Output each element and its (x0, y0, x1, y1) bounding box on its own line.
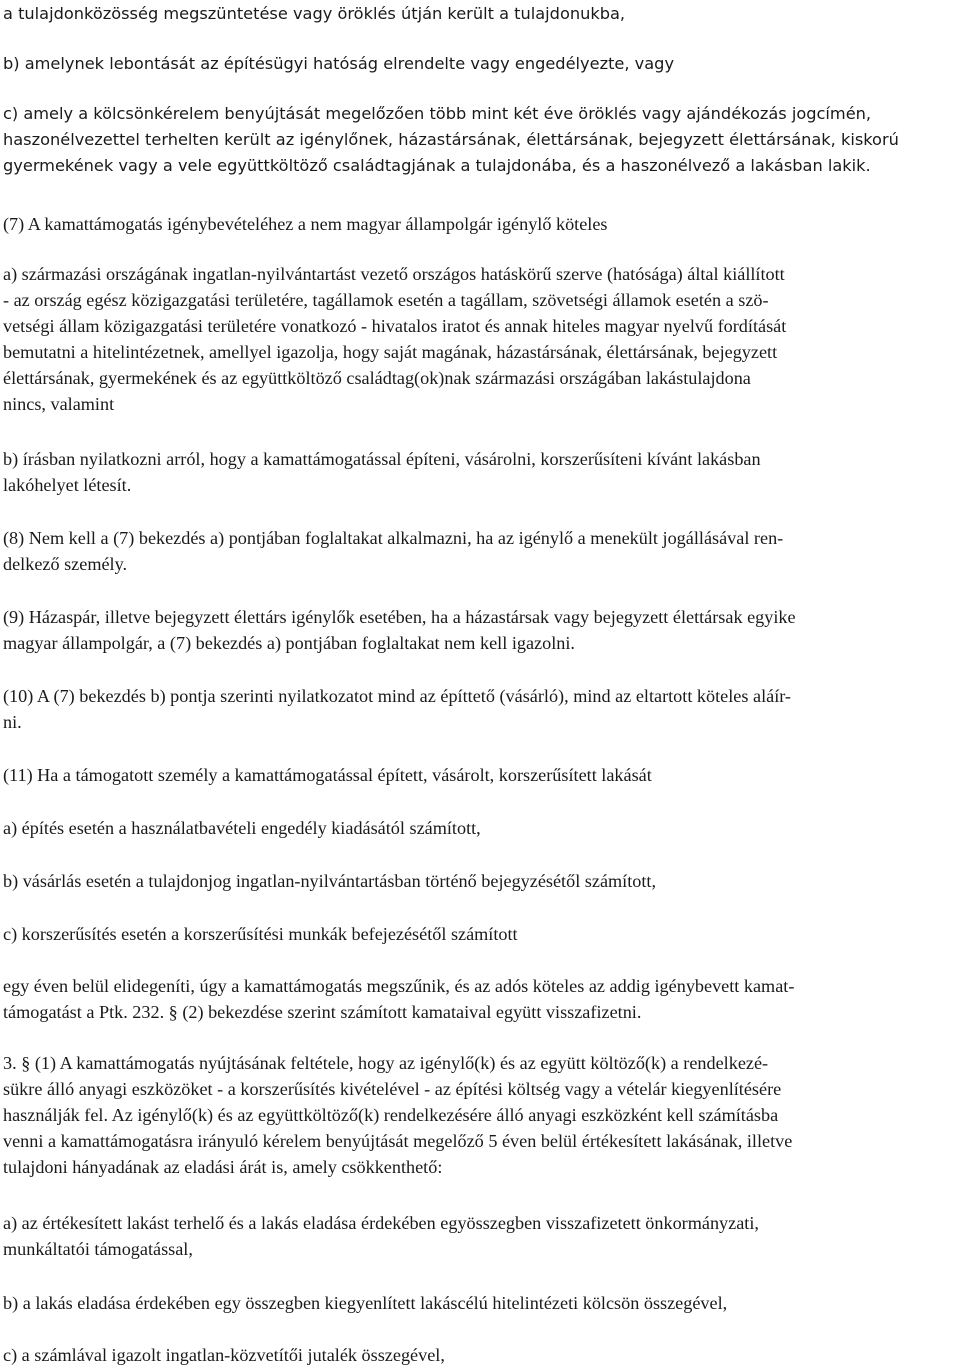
text-line: tulajdoni hányadának az eladási árát is, amely csökkenthető: (3, 1157, 443, 1177)
text-line: b) a lakás eladása érdekében egy összegben kiegyenlített lakáscélú hitelintézeti kölcsön összegével, (3, 1293, 728, 1313)
paragraph (3, 1, 957, 27)
text-line: c) amely a kölcsönkérelem benyújtását megelőzően több mint két éve öröklés vagy ajándékozás jogcímén, (3, 104, 872, 123)
paragraph (3, 101, 957, 179)
paragraph (3, 261, 957, 417)
text-line: (8) Nem kell a (7) bekezdés a) pontjában foglaltakat alkalmazni, ha az igénylő a menekült jogállásával ren- (3, 528, 784, 548)
paragraph (3, 211, 957, 237)
paragraph (3, 51, 957, 77)
text-line: munkáltatói támogatással, (3, 1239, 193, 1259)
text-line: élettársának, gyermekének és az együttköltöző családtag(ok)nak származási országában lakástulajdona (3, 368, 751, 388)
text-line: nincs, valamint (3, 394, 115, 414)
paragraph (3, 973, 957, 1025)
text-line: a) az értékesített lakást terhelő és a lakás eladása érdekében egyösszegben visszafizetett önkormányzati, (3, 1213, 759, 1233)
text-line: c) korszerűsítés esetén a korszerűsítési munkák befejezésétől számított (3, 924, 518, 944)
text-line: (7) A kamattámogatás igénybevételéhez a nem magyar állampolgár igénylő köteles (3, 214, 608, 234)
paragraph (3, 446, 957, 498)
text-line: bemutatni a hitelintézetnek, amellyel igazolja, hogy saját magának, házastársának, élettársának, bejegyzett (3, 342, 778, 362)
text-line: a tulajdonközösség megszüntetése vagy öröklés útján került a tulajdonukba, (3, 4, 626, 23)
paragraph (3, 762, 957, 788)
paragraph (3, 815, 957, 841)
text-line: delkező személy. (3, 554, 128, 574)
paragraph (3, 525, 957, 577)
paragraph (3, 1290, 957, 1316)
text-line: haszonélvezettel terhelten került az igénylőnek, házastársának, élettársának, bejegyzett élettársának, kiskorú (3, 130, 899, 149)
text-line: b) amelynek lebontását az építésügyi hatóság elrendelte vagy engedélyezte, vagy (3, 54, 675, 73)
text-line: támogatást a Ptk. 232. § (2) bekezdése szerint számított kamataival együtt visszafizetni. (3, 1002, 642, 1022)
text-line: gyermekének vagy a vele együttköltöző családtagjának a tulajdonába, és a haszonélvező a lakásban lakik. (3, 156, 871, 175)
paragraph (3, 1050, 957, 1180)
text-line: c) a számlával igazolt ingatlan-közvetítői jutalék összegével, (3, 1345, 445, 1365)
text-line: használják fel. Az igénylő(k) és az együttköltöző(k) rendelkezésére álló anyagi eszközként kell számításba (3, 1105, 779, 1125)
text-line: (9) Házaspár, illetve bejegyzett élettárs igénylők esetében, ha a házastársak vagy bejegyzett élettársak egyike (3, 607, 796, 627)
text-line: (11) Ha a támogatott személy a kamattámogatással épített, vásárolt, korszerűsített lakását (3, 765, 652, 785)
text-line: (10) A (7) bekezdés b) pontja szerinti nyilatkozatot mind az építtető (vásárló), mind az eltartott köteles aláír- (3, 686, 791, 706)
paragraph (3, 683, 957, 735)
paragraph (3, 1342, 957, 1368)
text-line: lakóhelyet létesít. (3, 475, 132, 495)
text-line: ni. (3, 712, 22, 732)
text-line: a) építés esetén a használatbavételi engedély kiadásától számított, (3, 818, 481, 838)
text-line: - az ország egész közigazgatási területére, tagállamok esetén a tagállam, szövetségi államok esetén a szö- (3, 290, 769, 310)
paragraph (3, 868, 957, 894)
text-line: magyar állampolgár, a (7) bekezdés a) pontjában foglaltakat nem kell igazolni. (3, 633, 575, 653)
text-line: 3. § (1) A kamattámogatás nyújtásának feltétele, hogy az igénylő(k) és az együtt költöző(k) a rendelkezé- (3, 1053, 769, 1073)
text-line: vetségi állam közigazgatási területére vonatkozó - hivatalos iratot és annak hiteles magyar nyelvű fordítását (3, 316, 787, 336)
text-line: venni a kamattámogatásra irányuló kérelem benyújtását megelőző 5 éven belül értékesített lakásának, illetve (3, 1131, 793, 1151)
paragraph (3, 1210, 957, 1262)
text-line: a) származási országának ingatlan-nyilvántartást vezető országos hatáskörű szerve (hatósága) által kiállított (3, 264, 785, 284)
text-line: b) írásban nyilatkozni arról, hogy a kamattámogatással építeni, vásárolni, korszerűsíteni kívánt lakásban (3, 449, 761, 469)
text-line: egy éven belül elidegeníti, úgy a kamattámogatás megszűnik, és az adós köteles az addig igénybevett kamat- (3, 976, 795, 996)
text-line: sükre álló anyagi eszközöket - a korszerűsítés kivételével - az építési költség vagy a vételár kiegyenlítésére (3, 1079, 782, 1099)
paragraph (3, 921, 957, 947)
text-line: b) vásárlás esetén a tulajdonjog ingatlan-nyilvántartásban történő bejegyzésétől számított, (3, 871, 657, 891)
paragraph (3, 604, 957, 656)
